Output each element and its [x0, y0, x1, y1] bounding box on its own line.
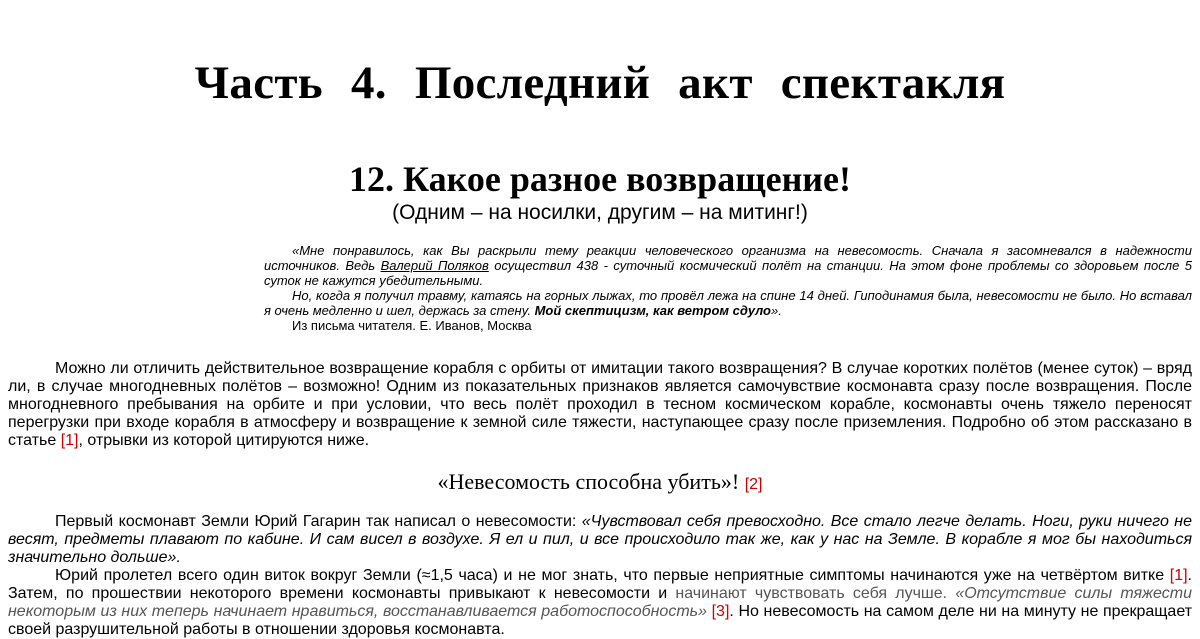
section-heading	[0, 469, 1200, 495]
epigraph	[264, 243, 1192, 333]
paragraph-text: Первый космонавт Земли Юрий Гагарин так написал о невесомости:	[55, 513, 582, 530]
epigraph-text: Но, когда я получил травму, катаясь на горных лыжах, то провёл лежа на спине 14 дней. Гиподинамия была, невесомости не было. Но вставал я очень медленно и шел, держась за стену.	[264, 288, 1192, 318]
author-link[interactable]: Валерий Поляков	[380, 258, 489, 273]
paragraph-text: . Но невесомость на самом деле ни на минуту не прекращает своей разрушительной работы в отношении здоровья космонавта.	[8, 603, 1193, 638]
epigraph-emphasis: Мой скептицизм, как ветром сдуло	[534, 303, 771, 318]
paragraph-text: . Затем, по прошествии некоторого времени космонавты привыкают к невесомости и	[8, 567, 1192, 602]
reference-link[interactable]: [1]	[60, 432, 79, 449]
epigraph-text: ».	[771, 303, 782, 318]
epigraph-text: «Мне понравилось, как Вы раскрыли тему реакции человеческого организма на невесомость. Сначала я засомневался в надежности источников. Ведь	[264, 243, 1192, 273]
paragraph-text: Юрий пролетел всего один виток вокруг Земли (≈1,5 часа) и не мог знать, что первые неприятные симптомы начинаются уже на четвёртом витке	[55, 567, 1170, 584]
chapter-title: 12. Какое разное возвращение!	[348, 159, 852, 199]
quote-text: «Чувствовал себя превосходно. Все стало легче делать. Ноги, руки ничего не весят, предметы плавают по кабине. И сам висел в воздухе. Я ел и пил, и все происходило так же, как у нас на Земле. В корабле я мог бы находиться значительно дольше».	[8, 513, 1193, 566]
epigraph-text: осуществил 438 - суточный космический полёт на станции. На этом фоне проблемы со здоровьем после 5 суток не кажутся убедительными.	[264, 258, 1192, 288]
reference-link[interactable]: [1]	[1169, 567, 1188, 584]
paragraph-orbit	[8, 567, 1192, 639]
intro-block	[8, 360, 1192, 450]
reference-link[interactable]: [3]	[711, 603, 730, 620]
epigraph-source: Из письма читателя. Е. Иванов, Москва	[292, 318, 532, 333]
paragraph-text-muted: начинают чувствовать себя лучше.	[675, 585, 956, 602]
chapter-subtitle: (Одним – на носилки, другим – на митинг!)	[392, 201, 808, 224]
part-title: Часть 4. Последний акт спектакля	[194, 57, 1006, 109]
paragraph-text: Можно ли отличить действительное возвращение корабля с орбиты от имитации такого возвращения? В случае коротких полётов (менее суток) – вряд ли, в случае многодневных полётов – возможно! Одним из показательных признаков является самочувствие космонавта сразу после возвращения. После многодневного пребывания на орбите и при условии, что весь полёт проходил в тесном космическом корабле, космонавты очень тяжело переносят перегрузки при входе корабля в атмосферу и возвращение к земной силе тяжести, наступающее сразу после приземления. Подробно об этом рассказано в статье	[8, 360, 1192, 449]
paragraph-gagarin	[8, 513, 1192, 567]
quote-text: «Отсутствие силы тяжести некоторым из них теперь начинает нравиться, восстанавливается работоспособность»	[8, 585, 1192, 620]
epigraph-paragraph	[264, 288, 1192, 318]
reference-link[interactable]: [2]	[744, 476, 763, 493]
section-heading-text: «Невесомость способна убить»!	[437, 469, 740, 494]
article-body	[8, 513, 1192, 639]
paragraph-text: , отрывки из которой цитируются ниже.	[78, 432, 370, 449]
epigraph-paragraph	[264, 243, 1192, 288]
intro-paragraph	[8, 360, 1192, 450]
